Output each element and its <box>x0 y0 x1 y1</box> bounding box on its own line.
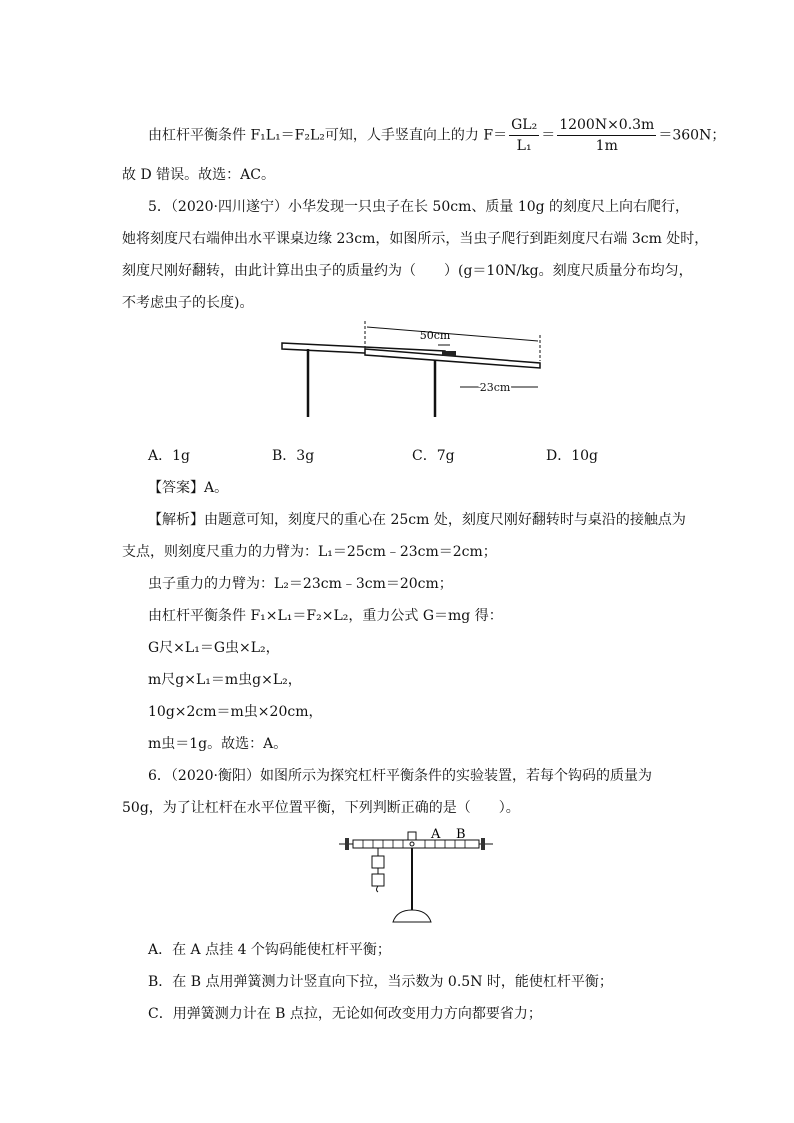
length-label: 50cm <box>419 329 451 342</box>
overhang-label: 23cm <box>479 381 511 394</box>
analysis-line: 【解析】由题意可知，刻度尺的重心在 25cm 处，刻度尺刚好翻转时与桌沿的接触点为 <box>148 512 686 528</box>
ruler-on-desk-figure <box>270 315 550 425</box>
q5-line: 不考虑虫子的长度)。 <box>122 295 254 311</box>
analysis-line: m尺g×L₁＝m虫g×L₂， <box>148 672 302 688</box>
analysis-line: 支点，则刻度尺重力的力臂为：L₁＝25cm﹣23cm＝2cm； <box>122 544 497 560</box>
analysis-line: m虫＝1g。故选：A。 <box>148 736 288 752</box>
q6-option-a: A．在 A 点挂 4 个钩码能使杠杆平衡； <box>148 942 391 958</box>
analysis-line: 由杠杆平衡条件 F₁×L₁＝F₂×L₂，重力公式 G＝mg 得： <box>148 608 503 624</box>
option-a: A．1g <box>148 448 190 464</box>
formula-text: 由杠杆平衡条件 F₁L₁＝F₂L₂可知，人手竖直向上的力 F＝ <box>148 127 508 144</box>
analysis-line: 10g×2cm＝m虫×20cm， <box>148 704 323 720</box>
point-b-label: B <box>456 827 466 842</box>
q6-line: 6．（2020·衡阳）如图所示为探究杠杆平衡条件的实验装置，若每个钩码的质量为 <box>148 768 652 784</box>
q6-line: 50g，为了让杠杆在水平位置平衡，下列判断正确的是（ ）。 <box>122 800 520 816</box>
numerator: 1200N×0.3m <box>557 115 656 136</box>
equals: ＝ <box>541 127 556 144</box>
numerator: GL₂ <box>509 115 539 136</box>
lever-apparatus-figure <box>335 822 495 928</box>
q5-line: 她将刻度尺右端伸出水平课桌边缘 23cm，如图所示，当虫子爬行到距刻度尺右端 3cm 处时， <box>122 231 709 247</box>
prev-conclusion: 故 D 错误。故选：AC。 <box>122 167 275 183</box>
option-d: D．10g <box>546 448 599 464</box>
q5-line: 刻度尺刚好翻转，由此计算出虫子的质量约为（ ）(g＝10N/kg。刻度尺质量分布均匀， <box>122 263 693 279</box>
prev-formula-line <box>148 115 725 156</box>
analysis-line: G尺×L₁＝G虫×L₂， <box>148 640 280 656</box>
analysis-line: 虫子重力的力臂为：L₂＝23cm﹣3cm＝20cm； <box>148 576 453 592</box>
option-b: B．3g <box>272 448 315 464</box>
answer: 【答案】A。 <box>148 480 229 496</box>
point-a-label: A <box>431 827 441 842</box>
q6-option-c: C．用弹簧测力计在 B 点拉，无论如何改变用力方向都要省力； <box>148 1006 542 1022</box>
fraction-gl2-l1 <box>509 115 539 156</box>
q5-line: 5．（2020·四川遂宁）小华发现一只虫子在长 50cm、质量 10g 的刻度尺上向右爬行， <box>148 199 690 215</box>
q6-option-b: B．在 B 点用弹簧测力计竖直向下拉，当示数为 0.5N 时，能使杠杆平衡； <box>148 974 613 990</box>
denominator: 1m <box>595 138 618 154</box>
result: ＝360N； <box>658 127 726 144</box>
denominator: L₁ <box>516 138 532 154</box>
fraction-values <box>557 115 656 156</box>
option-c: C．7g <box>412 448 455 464</box>
